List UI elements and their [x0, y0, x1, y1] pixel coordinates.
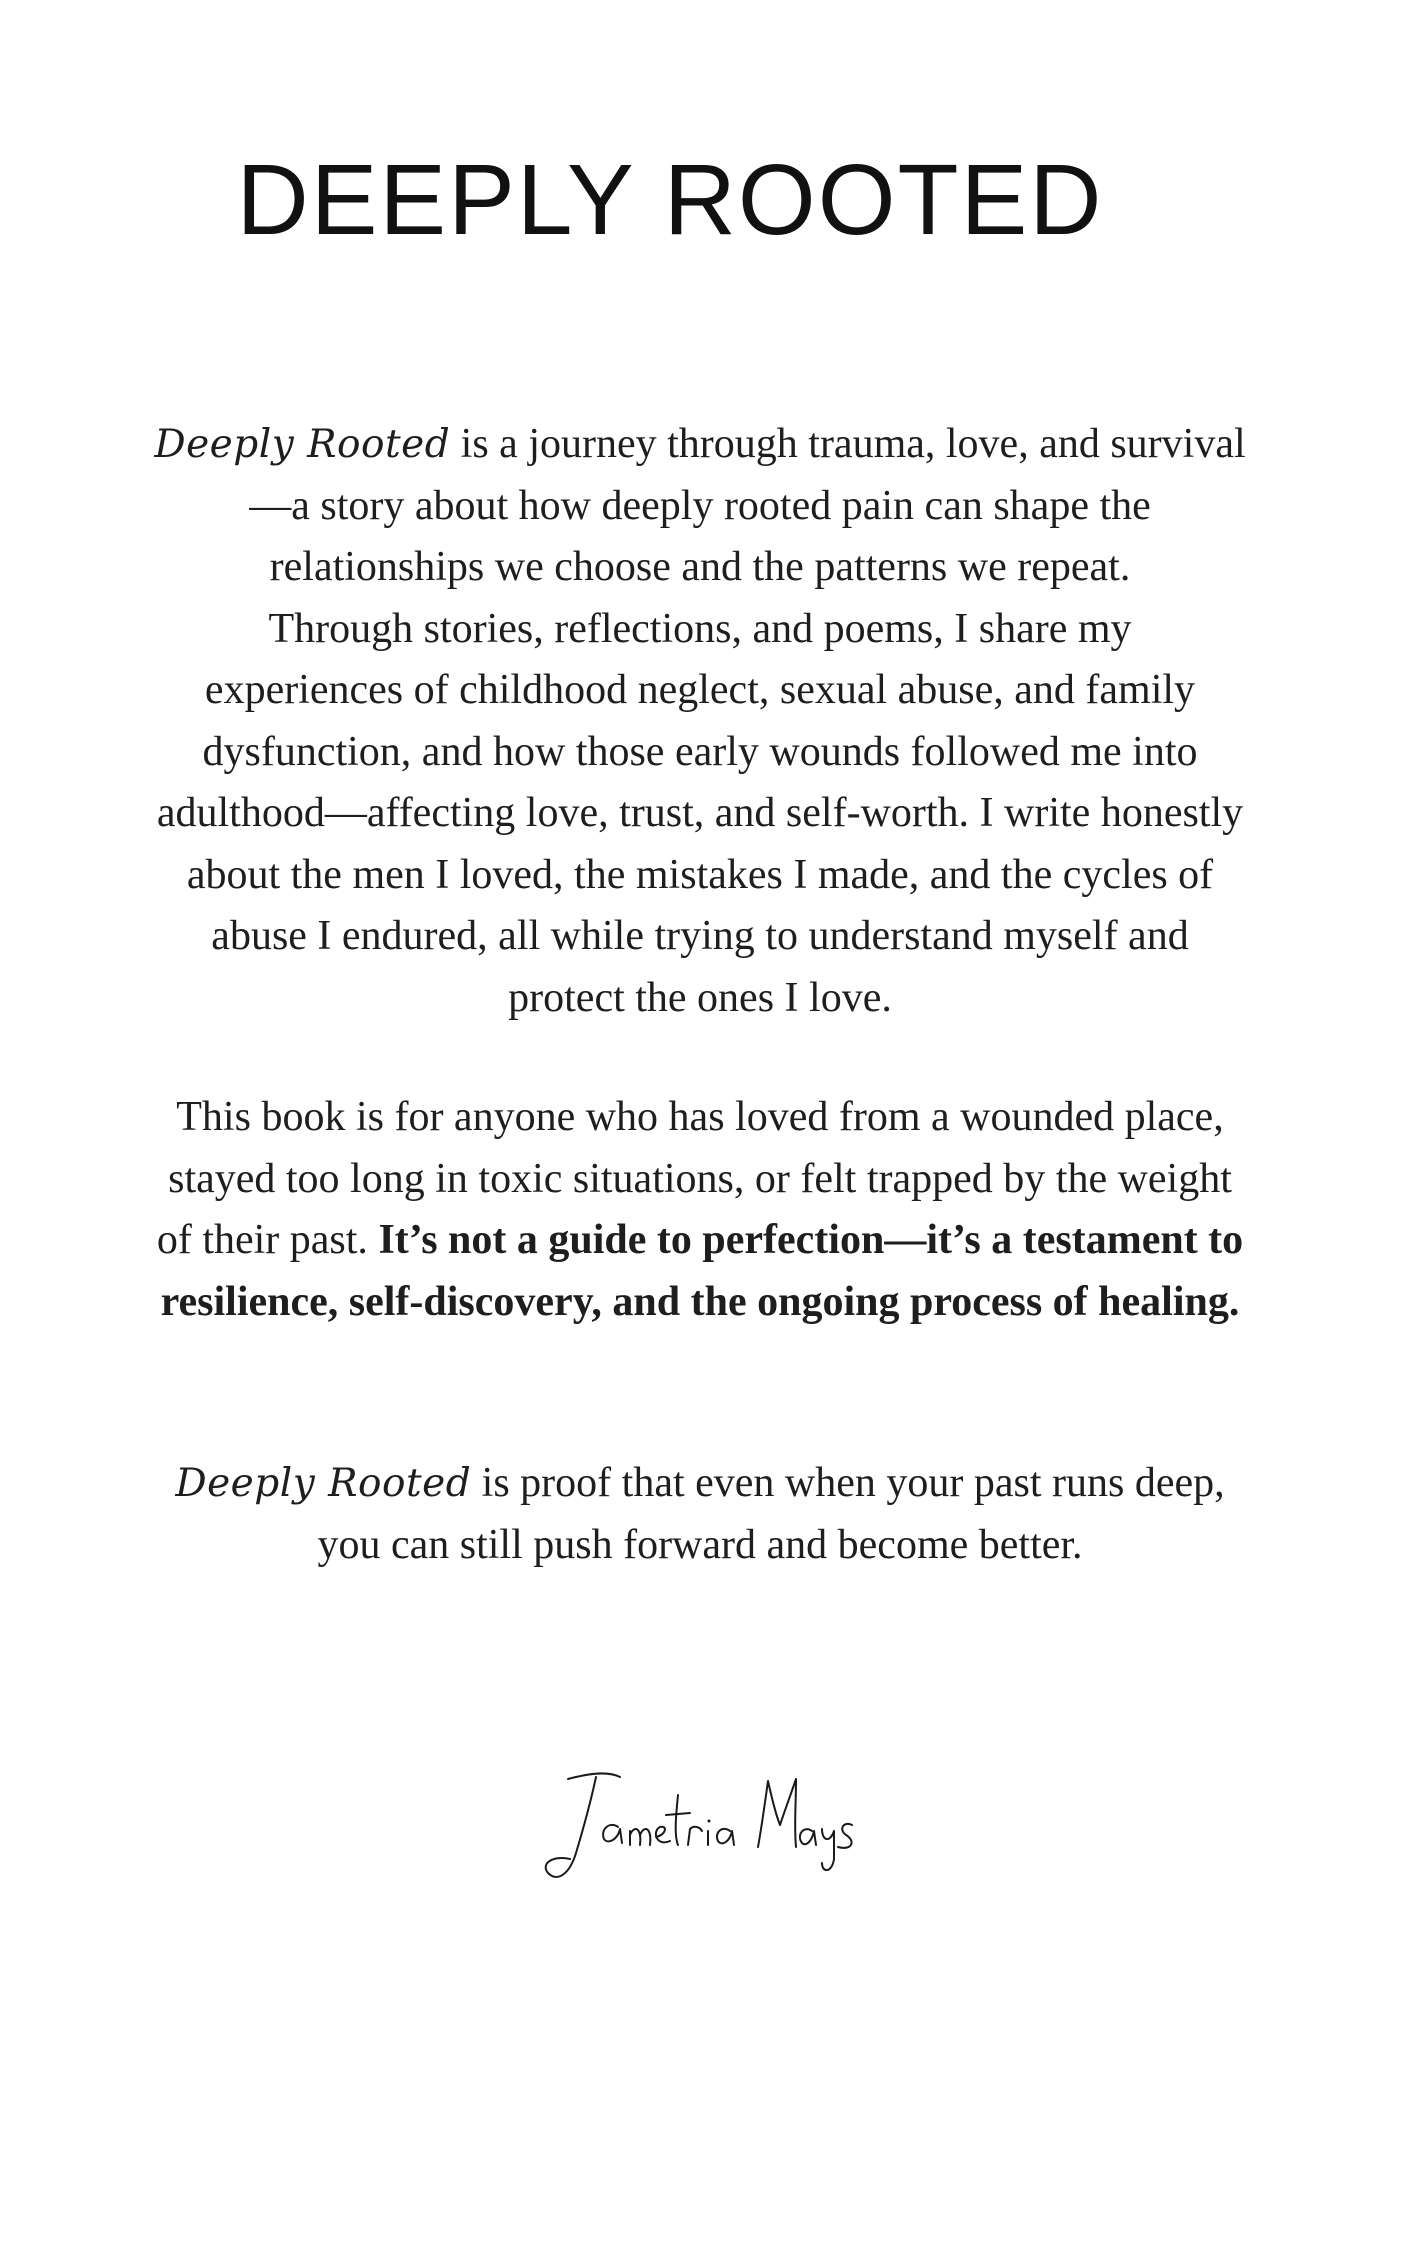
intro-line: dysfunction, and how those early wounds followed me into	[202, 728, 1198, 775]
audience-line: stayed too long in toxic situations, or felt trapped by the weight	[168, 1155, 1232, 1202]
intro-line: Through stories, reflections, and poems, I share my	[268, 605, 1132, 652]
book-title-italic: Deeply Rooted	[175, 1461, 472, 1506]
signature-handwriting	[530, 1755, 870, 1905]
intro-line: adulthood—affecting love, trust, and self-worth. I write honestly	[156, 790, 1244, 836]
intro-paragraph	[70, 414, 1330, 1029]
intro-line: Deeply Rooted is a journey through trauma, love, and survival	[154, 421, 1246, 467]
intro-line: relationships we choose and the patterns we repeat.	[269, 544, 1131, 590]
emphasis-text: It’s not a guide to perfection—it’s a testament to	[378, 1217, 1244, 1263]
author-signature	[0, 1755, 1410, 1905]
intro-line: —a story about how deeply rooted pain can shape the	[249, 482, 1151, 529]
closing-line: you can still push forward and become better.	[317, 1521, 1083, 1568]
audience-line: of their past. It’s not a guide to perfection—it’s a testament to	[156, 1217, 1244, 1263]
closing-paragraph	[70, 1453, 1330, 1576]
intro-line: protect the ones I love.	[508, 974, 892, 1021]
intro-line: about the men I loved, the mistakes I made, and the cycles of	[186, 851, 1214, 898]
page-title: DEEPLY ROOTED	[236, 144, 1104, 256]
book-title-italic: Deeply Rooted	[154, 422, 451, 467]
signature-name	[0, 1755, 1, 1756]
audience-paragraph	[70, 1087, 1330, 1333]
closing-line: Deeply Rooted is proof that even when your past runs deep,	[175, 1460, 1225, 1506]
audience-line: This book is for anyone who has loved from a wounded place,	[176, 1094, 1224, 1140]
intro-line: abuse I endured, all while trying to understand myself and	[211, 913, 1189, 959]
intro-line: experiences of childhood neglect, sexual abuse, and family	[204, 667, 1196, 713]
emphasis-text: resilience, self-discovery, and the ongoing process of healing.	[160, 1278, 1240, 1325]
